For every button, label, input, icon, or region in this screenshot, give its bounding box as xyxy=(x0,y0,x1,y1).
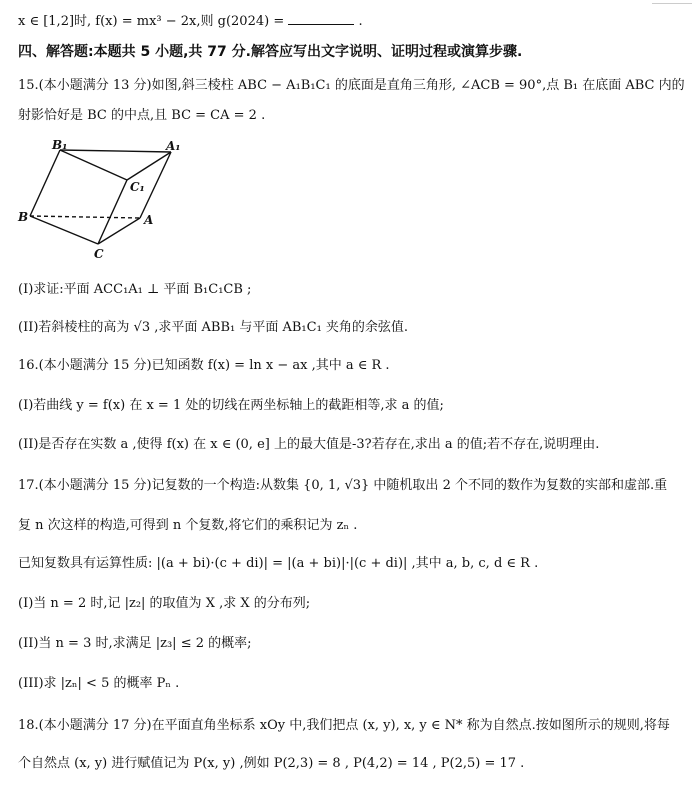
problem-tail-line xyxy=(18,12,363,30)
q17-part-1: (I)当 n = 2 时,记 |z₂| 的取值为 X ,求 X 的分布列; xyxy=(18,596,311,611)
q15-part-2: (II)若斜棱柱的高为 √3 ,求平面 ABB₁ 与平面 AB₁C₁ 夹角的余弦值. xyxy=(18,320,409,335)
label-c1: C₁ xyxy=(130,180,145,194)
problem-tail-text: x ∈ [1,2]时, f(x) = mx³ − 2x,则 g(2024) = xyxy=(18,14,285,29)
q18-stem-1: 18.(本小题满分 17 分)在平面直角坐标系 xOy 中,我们把点 (x, y), x, y ∈ N* 称为自然点.按如图所示的规则,将每 xyxy=(18,718,670,733)
edge-b1-c1 xyxy=(60,150,127,180)
label-c: C xyxy=(94,247,104,261)
q15-part-1: (I)求证:平面 ACC₁A₁ ⊥ 平面 B₁C₁CB ; xyxy=(18,282,252,297)
q15-stem-2: 射影恰好是 BC 的中点,且 BC = CA = 2 . xyxy=(18,108,266,123)
label-b: B xyxy=(18,210,29,224)
q17-part-3: (III)求 |zₙ| < 5 的概率 Pₙ . xyxy=(18,676,180,691)
answer-blank xyxy=(288,12,354,25)
page-edge-mark xyxy=(652,0,692,4)
label-a1: A₁ xyxy=(166,140,181,153)
q16-part-1: (I)若曲线 y = f(x) 在 x = 1 处的切线在两坐标轴上的截距相等,求 a 的值; xyxy=(18,398,444,413)
q16-part-2: (II)是否存在实数 a ,使得 f(x) 在 x ∈ (0, e] 上的最大值是-3?若存在,求出 a 的值;若不存在,说明理由. xyxy=(18,437,600,452)
q17-stem-2: 复 n 次这样的构造,可得到 n 个复数,将它们的乘积记为 zₙ . xyxy=(18,518,358,533)
problem-tail-period: . xyxy=(358,14,363,29)
q17-stem-3: 已知复数具有运算性质: |(a + bi)·(c + di)| = |(a + bi)|·|(c + di)| ,其中 a, b, c, d ∈ R . xyxy=(18,556,539,571)
q18-stem-2: 个自然点 (x, y) 进行赋值记为 P(x, y) ,例如 P(2,3) = 8 , P(4,2) = 14 , P(2,5) = 17 . xyxy=(18,756,525,771)
edge-b-c xyxy=(30,216,98,244)
q17-stem-1: 17.(本小题满分 15 分)记复数的一个构造:从数集 {0, 1, √3} 中随机取出 2 个不同的数作为复数的实部和虚部.重 xyxy=(18,478,668,493)
q17-part-2: (II)当 n = 3 时,求满足 |z₃| ≤ 2 的概率; xyxy=(18,636,252,651)
q15-stem-1: 15.(本小题满分 13 分)如图,斜三棱柱 ABC − A₁B₁C₁ 的底面是直角三角形, ∠ACB = 90°,点 B₁ 在底面 ABC 内的 xyxy=(18,78,685,93)
section-heading: 四、解答题:本题共 5 小题,共 77 分.解答应写出文字说明、证明过程或演算步骤. xyxy=(18,44,523,60)
label-b1: B₁ xyxy=(52,140,68,152)
edge-b1-a1 xyxy=(60,150,171,152)
label-a: A xyxy=(144,213,154,227)
q16-stem: 16.(本小题满分 15 分)已知函数 f(x) = ln x − ax ,其中 a ∈ R . xyxy=(18,358,390,373)
edge-b1-b xyxy=(30,150,60,216)
prism-figure xyxy=(16,140,196,270)
edge-b-a-hidden xyxy=(30,216,140,218)
